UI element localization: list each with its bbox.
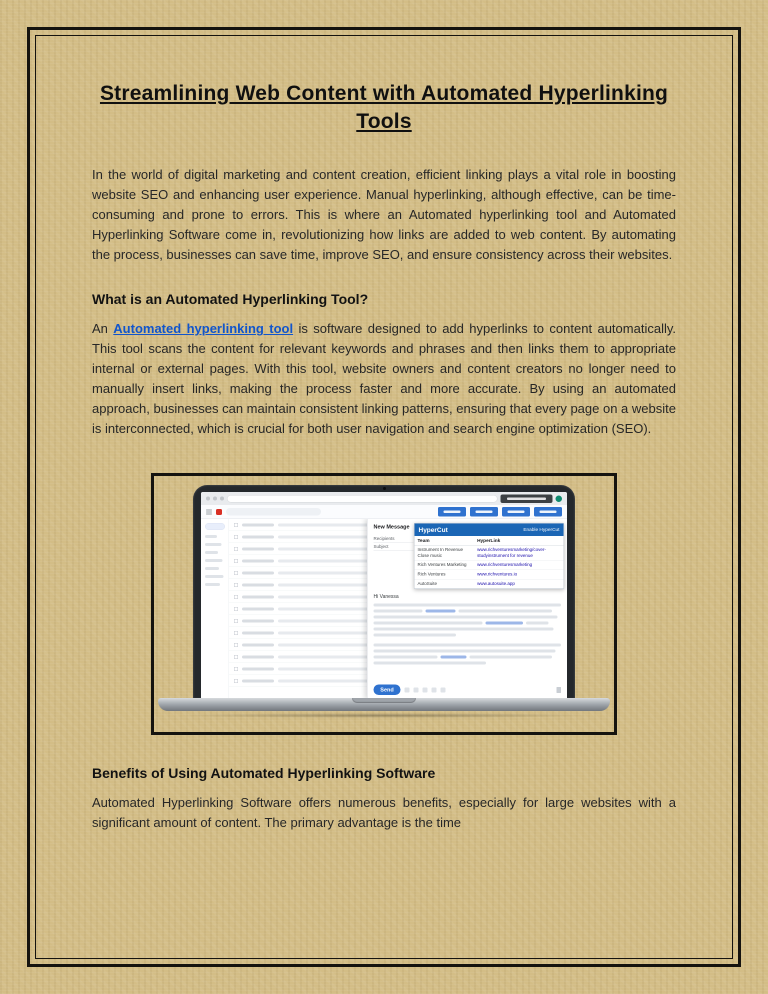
team-cell: Rich Ventures [415, 570, 475, 579]
text-line-skeleton [374, 656, 562, 659]
mail-sender-skeleton [242, 608, 274, 611]
laptop-screen [193, 485, 575, 699]
hypercut-header [415, 524, 564, 537]
address-bar[interactable] [227, 495, 498, 503]
table-row [415, 580, 564, 589]
mail-checkbox[interactable] [234, 535, 238, 539]
attach-icon[interactable] [414, 688, 419, 693]
section1-text-prefix: An [92, 321, 114, 337]
nav-button-label-skeleton [476, 511, 493, 514]
profile-avatar[interactable] [556, 496, 563, 503]
emoji-icon[interactable] [432, 688, 437, 693]
hyperlink-cell[interactable]: www.richventures.io [474, 570, 563, 579]
window-control-icon [206, 497, 210, 501]
nav-button-label-skeleton [540, 511, 557, 514]
window-control-icon [220, 497, 224, 501]
mail-app-logo [216, 509, 222, 515]
trash-icon[interactable] [557, 687, 562, 693]
browser-window [201, 492, 567, 699]
extension-badge[interactable] [501, 495, 553, 504]
mail-search-input[interactable] [226, 508, 321, 516]
intro-paragraph: In the world of digital marketing and content creation, efficient linking plays a vital role in boosting website SEO and enhancing user experience. Manual hyperlinking, although effective, can be time-consuming and prone to errors. This is where an Automated hyperlinking tool and Automated Hyperlinking Software come in, revolutionizing how links are added to web content. By automating the process, businesses can save time, improve SEO, and ensure consistency across their websites. [92, 167, 676, 263]
link-icon[interactable] [423, 688, 428, 693]
mail-sender-skeleton [242, 560, 274, 563]
mail-sender-skeleton [242, 668, 274, 671]
text-line-skeleton [374, 628, 562, 631]
laptop-screen-content [201, 492, 567, 699]
sidebar-item-skeleton [205, 575, 224, 578]
text-line-skeleton [374, 644, 562, 647]
section2-heading: Benefits of Using Automated Hyperlinking Software [92, 765, 436, 782]
mail-checkbox[interactable] [234, 643, 238, 647]
text-line-skeleton [374, 610, 562, 613]
window-control-icon [213, 497, 217, 501]
page-title: Streamlining Web Content with Automated Hyperlinking Tools [99, 82, 669, 133]
text-line-skeleton [374, 622, 562, 625]
mail-checkbox[interactable] [234, 619, 238, 623]
sidebar-item-skeleton [205, 583, 220, 586]
text-line-skeleton [374, 604, 562, 607]
compose-body [368, 592, 568, 699]
mail-workspace [201, 519, 567, 699]
mail-sender-skeleton [242, 680, 274, 683]
menu-icon[interactable] [206, 510, 212, 515]
email-body-lines [374, 604, 562, 668]
hypercut-panel [414, 523, 564, 589]
document-content [92, 80, 676, 859]
compose-title: New Message [373, 524, 410, 531]
mail-checkbox[interactable] [234, 679, 238, 683]
mail-sender-skeleton [242, 584, 274, 587]
column-header-hyperlink: HyperLink [474, 536, 563, 545]
compose-header [368, 519, 414, 551]
recipients-field[interactable]: Recipients [374, 535, 414, 543]
hypercut-table [415, 536, 564, 589]
sidebar-item-skeleton [205, 551, 218, 554]
text-line-skeleton [374, 662, 562, 665]
automated-hyperlinking-tool-link[interactable]: Automated hyperlinking tool [113, 321, 294, 337]
sidebar-item-skeleton [205, 567, 219, 570]
mail-sidebar [201, 519, 229, 699]
team-cell: Rich Ventures Marketing [415, 561, 475, 570]
team-cell: AutoSuite [415, 580, 475, 589]
mail-sender-skeleton [242, 632, 274, 635]
column-header-team: Team [415, 536, 475, 545]
mail-sender-skeleton [242, 548, 274, 551]
mail-checkbox[interactable] [234, 595, 238, 599]
send-button[interactable]: Send [374, 685, 401, 696]
hypercut-app-name: HyperCut [418, 526, 448, 534]
webcam-dot-icon [383, 487, 386, 490]
section1-paragraph [92, 319, 676, 439]
mail-checkbox[interactable] [234, 547, 238, 551]
mail-sender-skeleton [242, 656, 274, 659]
subject-field[interactable]: Subject [374, 543, 414, 551]
hyperlink-cell[interactable]: www.richventuresmarketing/cover-studyinstrument for revenue [474, 546, 563, 561]
text-line-skeleton [374, 634, 562, 637]
mail-sender-skeleton [242, 524, 274, 527]
enable-hypercut-toggle[interactable]: Enable HyperCut [523, 527, 560, 533]
mail-checkbox[interactable] [234, 523, 238, 527]
mail-checkbox[interactable] [234, 571, 238, 575]
compose-button[interactable] [205, 523, 225, 530]
section1-heading: What is an Automated Hyperlinking Tool? [92, 291, 369, 308]
section1-text-suffix: is software designed to add hyperlinks to content automatically. This tool scans the content for relevant keywords and phrases and then links them to appropriate internal or external pages. With this tool, website owners and content creators no longer need to manually insert links, making the process faster and more accurate. By using an automated approach, businesses can maintain consistent linking patterns, ensuring that every page on a website is interconnected, which is crucial for both user navigation and search engine optimization (SEO). [92, 321, 676, 437]
hyperlink-cell[interactable]: www.richventuresmarketing [474, 561, 563, 570]
compose-window [367, 519, 567, 699]
hyperlink-cell[interactable]: www.autosuite.app [474, 580, 563, 589]
extension-badge-label-skeleton [507, 498, 546, 501]
mail-sender-skeleton [242, 596, 274, 599]
laptop-shadow [174, 713, 594, 718]
sidebar-item-skeleton [205, 535, 217, 538]
laptop-mockup [158, 485, 610, 718]
mail-checkbox[interactable] [234, 607, 238, 611]
compose-toolbar [374, 682, 562, 696]
text-line-skeleton [374, 650, 562, 653]
text-line-skeleton [374, 616, 562, 619]
nav-button-3[interactable] [502, 507, 530, 517]
laptop-base [158, 698, 610, 711]
mail-checkbox[interactable] [234, 559, 238, 563]
laptop-screenshot-figure [151, 473, 617, 735]
mail-sender-skeleton [242, 536, 274, 539]
formatting-icon[interactable] [405, 688, 410, 693]
image-icon[interactable] [441, 688, 446, 693]
nav-button-2[interactable] [470, 507, 498, 517]
mail-checkbox[interactable] [234, 667, 238, 671]
nav-button-label-skeleton [444, 511, 461, 514]
nav-button-4[interactable] [534, 507, 562, 517]
sidebar-item-skeleton [205, 543, 222, 546]
mail-checkbox[interactable] [234, 583, 238, 587]
hypercut-table-body [415, 546, 564, 589]
email-greeting: Hi Vanessa [373, 594, 399, 600]
folder-list [205, 535, 225, 586]
table-row [415, 546, 564, 561]
app-nav-bar [201, 505, 567, 519]
mail-sender-skeleton [242, 620, 274, 623]
nav-button-1[interactable] [438, 507, 466, 517]
nav-button-label-skeleton [508, 511, 525, 514]
mail-sender-skeleton [242, 644, 274, 647]
mail-checkbox[interactable] [234, 655, 238, 659]
mail-checkbox[interactable] [234, 631, 238, 635]
team-cell: Instrument In Revenue Close music [415, 546, 475, 561]
browser-chrome-bar [201, 492, 567, 505]
section2-paragraph: Automated Hyperlinking Software offers numerous benefits, especially for large websites with a significant amount of content. The primary advantage is the time [92, 795, 676, 831]
sidebar-item-skeleton [205, 559, 223, 562]
mail-sender-skeleton [242, 572, 274, 575]
